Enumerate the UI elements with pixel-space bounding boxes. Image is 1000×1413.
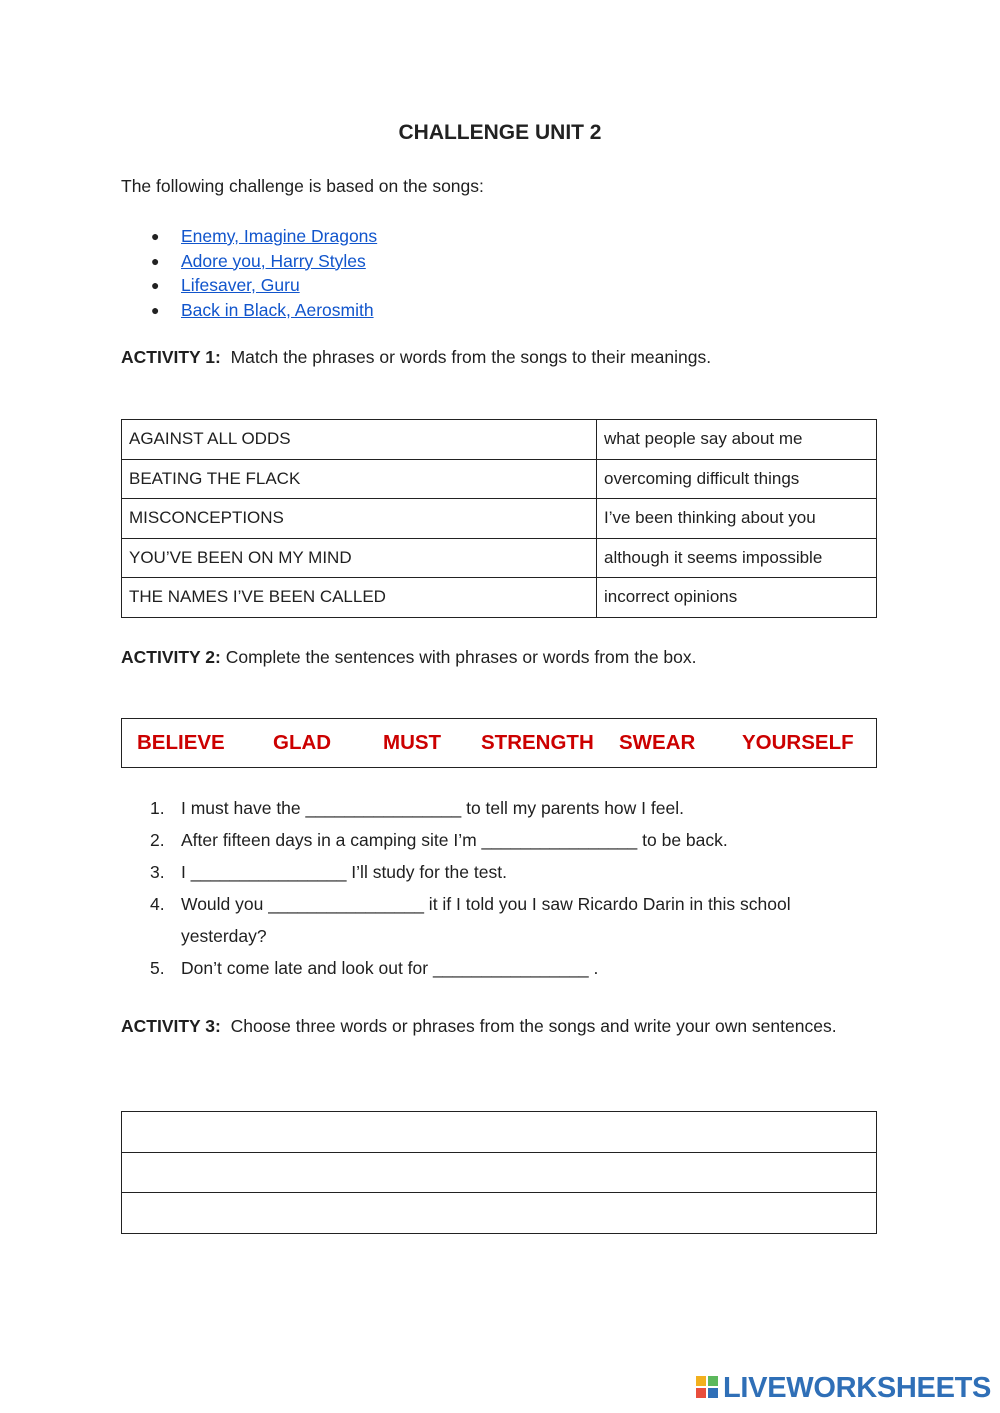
meaning-cell: I’ve been thinking about you (597, 499, 877, 539)
word-glad: GLAD (273, 731, 332, 754)
activity-2-label: ACTIVITY 2: (121, 647, 221, 667)
activity-3-heading (121, 1016, 837, 1037)
sentence-number: 4. (150, 894, 165, 914)
sentence-number: 5. (150, 958, 165, 978)
activity-3-text: Choose three words or phrases from the songs and write your own sentences. (220, 1016, 837, 1036)
table-row (122, 538, 877, 578)
phrase-cell: THE NAMES I’VE BEEN CALLED (122, 578, 597, 618)
bullet-icon: ● (151, 252, 160, 269)
list-item (121, 888, 871, 952)
activity-2-heading (121, 647, 697, 668)
activity-1-label: ACTIVITY 1: (121, 347, 221, 367)
sentence-text: I must have the ________________ to tell my parents how I feel. (181, 798, 684, 818)
sentence-text: I ________________ I’ll study for the test. (181, 862, 507, 882)
list-item (121, 792, 871, 824)
bullet-icon: ● (151, 301, 160, 318)
matching-table (121, 419, 877, 618)
word-yourself: YOURSELF (742, 731, 854, 754)
list-item (121, 952, 871, 984)
meaning-cell: incorrect opinions (597, 578, 877, 618)
sentence-number: 3. (150, 862, 165, 882)
liveworksheets-logo (696, 1373, 991, 1403)
activity-2-text: Complete the sentences with phrases or words from the box. (220, 647, 697, 667)
activity-1-heading (121, 347, 711, 368)
bullet-icon: ● (151, 277, 160, 293)
word-swear: SWEAR (619, 731, 696, 754)
word-must: MUST (383, 731, 442, 754)
meaning-cell: what people say about me (597, 420, 877, 460)
sentence-text: Would you ________________ it if I told you I saw Ricardo Darin in this school yesterday? (181, 894, 791, 946)
brand-name: LIVEWORKSHEETS (723, 1372, 992, 1404)
sentence-text: After fifteen days in a camping site I’m ________________ to be back. (181, 830, 728, 850)
meaning-cell: although it seems impossible (597, 538, 877, 578)
song-link-adore-you[interactable]: Adore you, Harry Styles (181, 250, 366, 271)
sentence-list (121, 792, 871, 984)
word-box (121, 718, 877, 768)
activity-3-label: ACTIVITY 3: (121, 1016, 221, 1036)
table-row (122, 1193, 877, 1234)
answer-table (121, 1111, 877, 1234)
phrase-cell: YOU’VE BEEN ON MY MIND (122, 538, 597, 578)
song-link-enemy[interactable]: Enemy, Imagine Dragons (181, 226, 378, 246)
phrase-cell: BEATING THE FLACK (122, 459, 597, 499)
activity-1-text: Match the phrases or words from the songs to their meanings. (220, 347, 712, 367)
page-title: CHALLENGE UNIT 2 (398, 121, 602, 144)
sentence-text: Don’t come late and look out for ________________ . (181, 958, 599, 978)
answer-cell[interactable] (122, 1112, 877, 1153)
list-item (121, 856, 871, 888)
table-row (122, 1112, 877, 1153)
answer-cell[interactable] (122, 1152, 877, 1193)
table-row (122, 499, 877, 539)
word-believe: BELIEVE (137, 731, 225, 754)
table-row (122, 420, 877, 460)
liveworksheets-icon (696, 1376, 720, 1400)
table-row (122, 578, 877, 618)
table-row (122, 1152, 877, 1193)
song-link-lifesaver[interactable]: Lifesaver, Guru (181, 275, 300, 295)
meaning-cell: overcoming difficult things (597, 459, 877, 499)
song-link-back-in-black[interactable]: Back in Black, Aerosmith (181, 299, 374, 320)
bullet-icon: ● (151, 228, 160, 244)
table-row (122, 459, 877, 499)
list-item (121, 824, 871, 856)
sentence-number: 1. (150, 798, 165, 818)
phrase-cell: MISCONCEPTIONS (122, 499, 597, 539)
intro-text: The following challenge is based on the songs: (121, 176, 484, 196)
word-strength: STRENGTH (481, 731, 594, 754)
phrase-cell: AGAINST ALL ODDS (122, 420, 597, 460)
answer-cell[interactable] (122, 1193, 877, 1234)
sentence-number: 2. (150, 830, 165, 850)
